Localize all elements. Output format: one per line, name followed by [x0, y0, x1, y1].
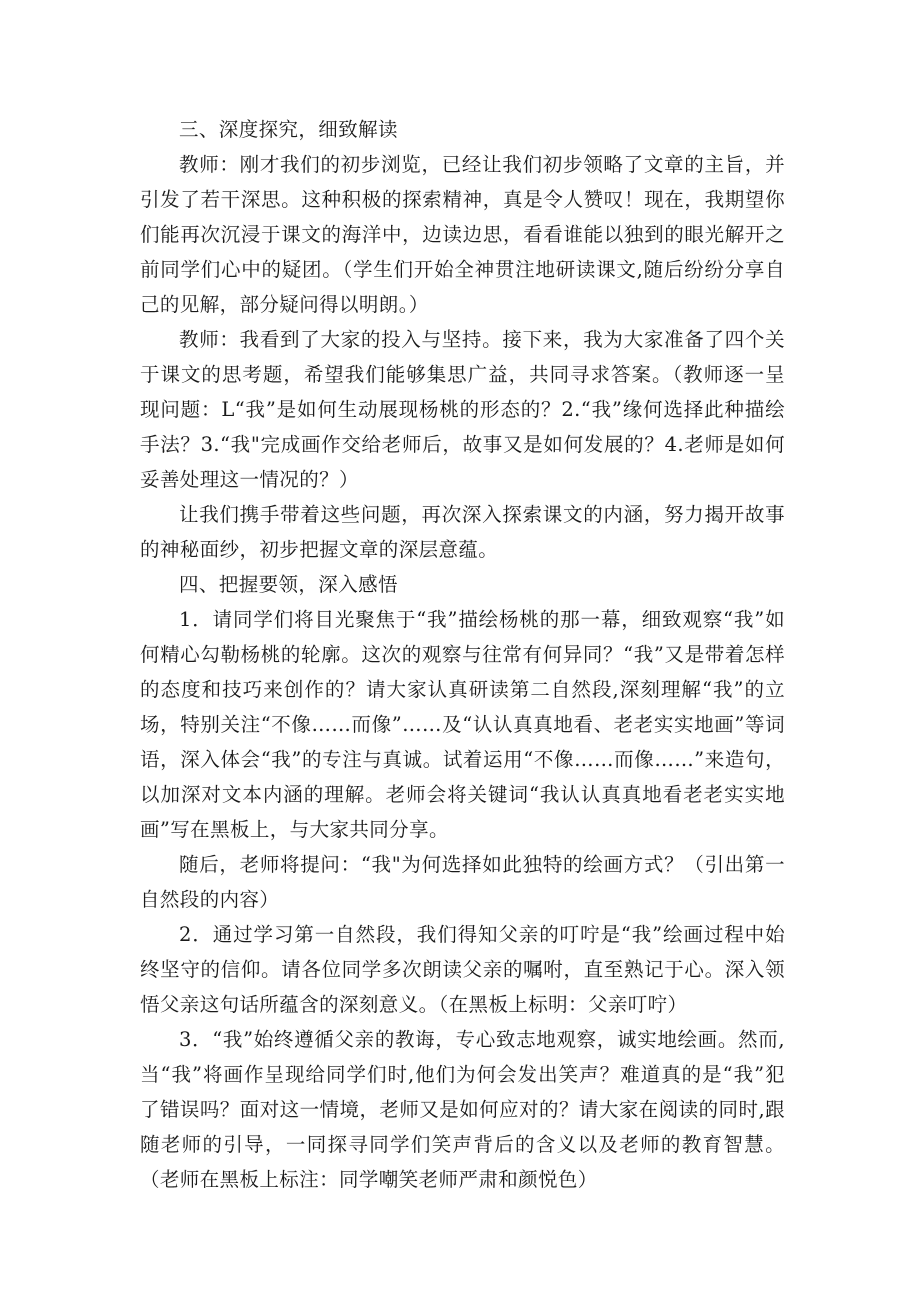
paragraph: 3．“我”始终遵循父亲的教诲，专心致志地观察，诚实地绘画。然而,当“我”将画作呈现给同学们时,他们为何会发出笑声？难道真的是“我”犯了错误吗？面对这一情境，老师又是如何应对的？请大家在阅读的同时,跟随老师的引导，一同探寻同学们笑声背后的含义以及老师的教育智慧。（老师在黑板上标注：同学嘲笑老师严肃和颜悦色） — [140, 1028, 785, 1191]
paragraph: 1．请同学们将目光聚焦于“我”描绘杨桃的那一幕，细致观察“我”如何精心勾勒杨桃的轮廓。这次的观察与往常有何异同？“我”又是带着怎样的态度和技巧来创作的？请大家认真研读第二自然段,深刻理解“我”的立场，特别关注“不像……而像”……及“认认真真地看、老老实实地画”等词语，深入体会“我”的专注与真诚。试着运用“不像……而像……”来造句，以加深对文本内涵的理解。老师会将关键词“我认认真真地看老老实实地画”写在黑板上，与大家共同分享。 — [140, 608, 785, 841]
paragraph: 随后，老师将提问：“我"为何选择如此独特的绘画方式？（引出第一自然段的内容） — [140, 853, 785, 911]
section-heading-4: 四、把握要领，深入感悟 — [179, 573, 398, 596]
document-body — [140, 112, 785, 1197]
paragraph: 2．通过学习第一自然段，我们得知父亲的叮咛是“我”绘画过程中始终坚守的信仰。请各位同学多次朗读父亲的嘱咐，直至熟记于心。深入领悟父亲这句话所蕴含的深刻意义。（在黑板上标明：父亲叮咛） — [140, 923, 785, 1016]
paragraph: 让我们携手带着这些问题，再次深入探索课文的内涵，努力揭开故事的神秘面纱，初步把握文章的深层意蕴。 — [140, 503, 785, 561]
paragraph: 教师：刚才我们的初步浏览，已经让我们初步领略了文章的主旨，并引发了若干深思。这种积极的探索精神，真是令人赞叹！现在，我期望你们能再次沉浸于课文的海洋中，边读边思，看看谁能以独到的眼光解开之前同学们心中的疑团。（学生们开始全神贯注地研读课文,随后纷纷分享自己的见解，部分疑问得以明朗。） — [140, 153, 785, 316]
section-heading-3: 三、深度探究，细致解读 — [179, 118, 398, 141]
paragraph: 教师：我看到了大家的投入与坚持。接下来，我为大家准备了四个关于课文的思考题，希望我们能够集思广益，共同寻求答案。（教师逐一呈现问题：L“我”是如何生动展现杨桃的形态的？2.“我”缘何选择此种描绘手法？3.“我"完成画作交给老师后，故事又是如何发展的？4.老师是如何妥善处理这一情况的？） — [140, 328, 785, 491]
